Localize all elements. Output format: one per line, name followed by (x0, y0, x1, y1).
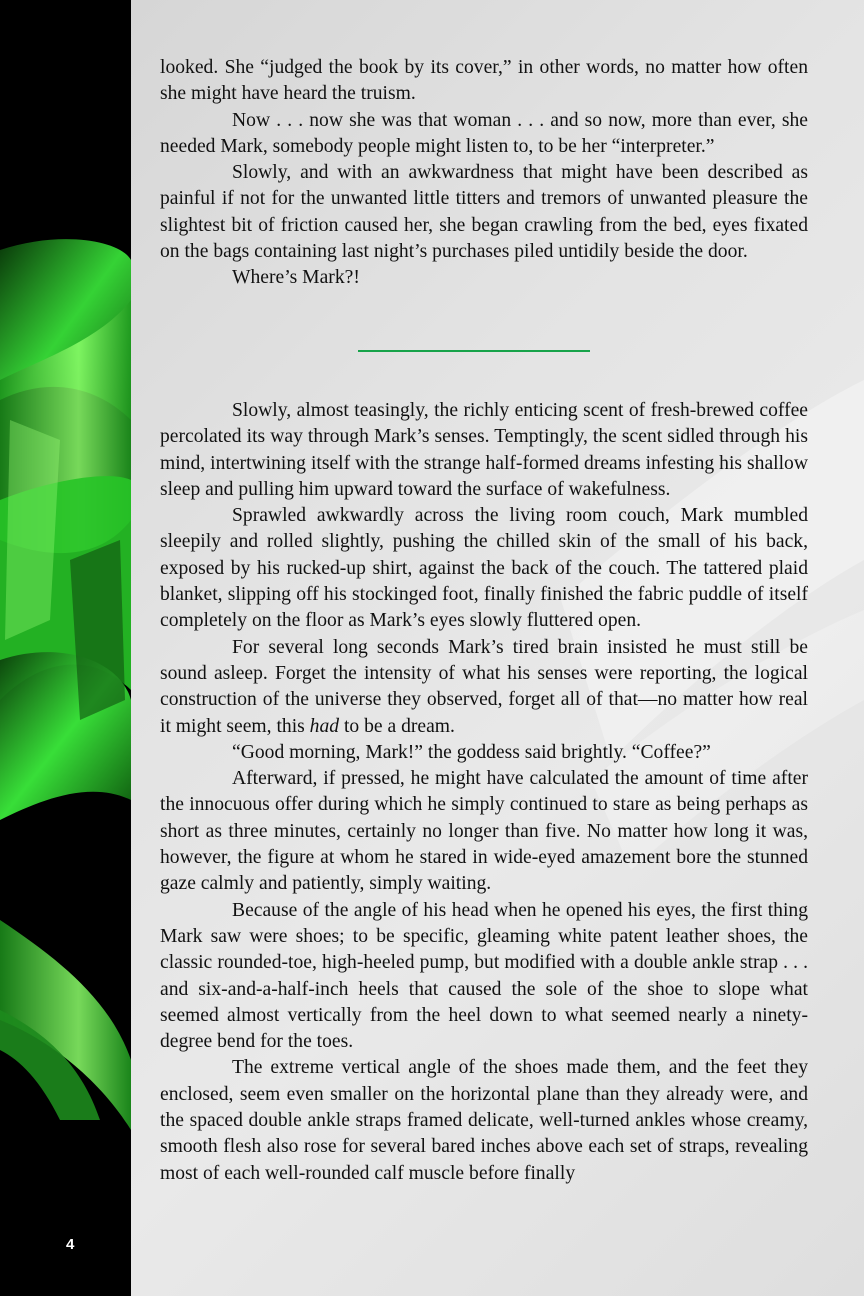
decorative-sidebar (0, 0, 131, 1296)
text-run: to be a dream. (339, 715, 455, 737)
paragraph: Now . . . now she was that woman . . . and so now, more than ever, she needed Mark, somebody people might listen to, to be her “interpreter.” (160, 109, 808, 157)
page-number: 4 (66, 1236, 75, 1253)
paragraph (160, 635, 808, 740)
paragraph: Slowly, and with an awkwardness that might have been described as painful if not for the unwanted little titters and tremors of unwanted pleasure the slightest bit of friction caused her, she began crawling from the bed, eyes fixated on the bags containing last night’s purchases piled untidily beside the door. (160, 162, 808, 263)
section-two (160, 398, 808, 1187)
paragraph: Sprawled awkwardly across the living room couch, Mark mumbled sleepily and rolled slightly, pushing the chilled skin of the small of his back, exposed by his rucked-up shirt, against the back of the couch. The tattered plaid blanket, slipping off his stockinged foot, finally finished the fabric puddle of itself completely on the floor as Mark’s eyes slowly fluttered open. (160, 505, 808, 632)
paragraph: The extreme vertical angle of the shoes made them, and the feet they enclosed, seem even smaller on the horizontal plane than they already were, and the spaced double ankle straps framed delicate, well-turned ankles whose creamy, smooth flesh also rose for several bared inches above each set of straps, revealing most of each well-rounded calf muscle before finally (160, 1057, 808, 1184)
section-divider (358, 350, 590, 352)
paragraph: looked. She “judged the book by its cover,” in other words, no matter how often she might have heard the truism. (160, 57, 808, 105)
paragraph: Slowly, almost teasingly, the richly enticing scent of fresh-brewed coffee percolated its way through Mark’s senses. Temptingly, the scent sidled through his mind, intertwining itself with the strange half-formed dreams infesting his shallow sleep and pulling him upward toward the surface of wakefulness. (160, 400, 808, 500)
green-ribbon-art (0, 0, 131, 1296)
paragraph: “Good morning, Mark!” the goddess said brightly. “Coffee?” (232, 741, 711, 763)
text-run: For several long seconds Mark’s tired brain insisted he must still be sound asleep. Forget the intensity of what his senses were reporting, the logical construction of the universe they observed, forget all of that—no matter how real it might seem, this (160, 636, 808, 737)
page-content (131, 0, 864, 1296)
section-one (160, 55, 808, 292)
paragraph: Because of the angle of his head when he opened his eyes, the first thing Mark saw were shoes; to be specific, gleaming white patent leather shoes, the classic rounded-toe, high-heeled pump, but modified with a double ankle strap . . . and six-and-a-half-inch heels that caused the sole of the shoe to slope what seemed almost vertically from the heel down to what seemed nearly a ninety-degree bend for the toes. (160, 899, 808, 1053)
paragraph: Where’s Mark?! (232, 267, 360, 289)
emphasis: had (309, 715, 340, 737)
paragraph: Afterward, if pressed, he might have calculated the amount of time after the innocuous offer during which he simply continued to stare as being perhaps as short as three minutes, certainly no longer than five. No matter how long it was, however, the figure at whom he stared in wide-eyed amazement bore the stunned gaze calmly and patiently, simply waiting. (160, 768, 808, 895)
